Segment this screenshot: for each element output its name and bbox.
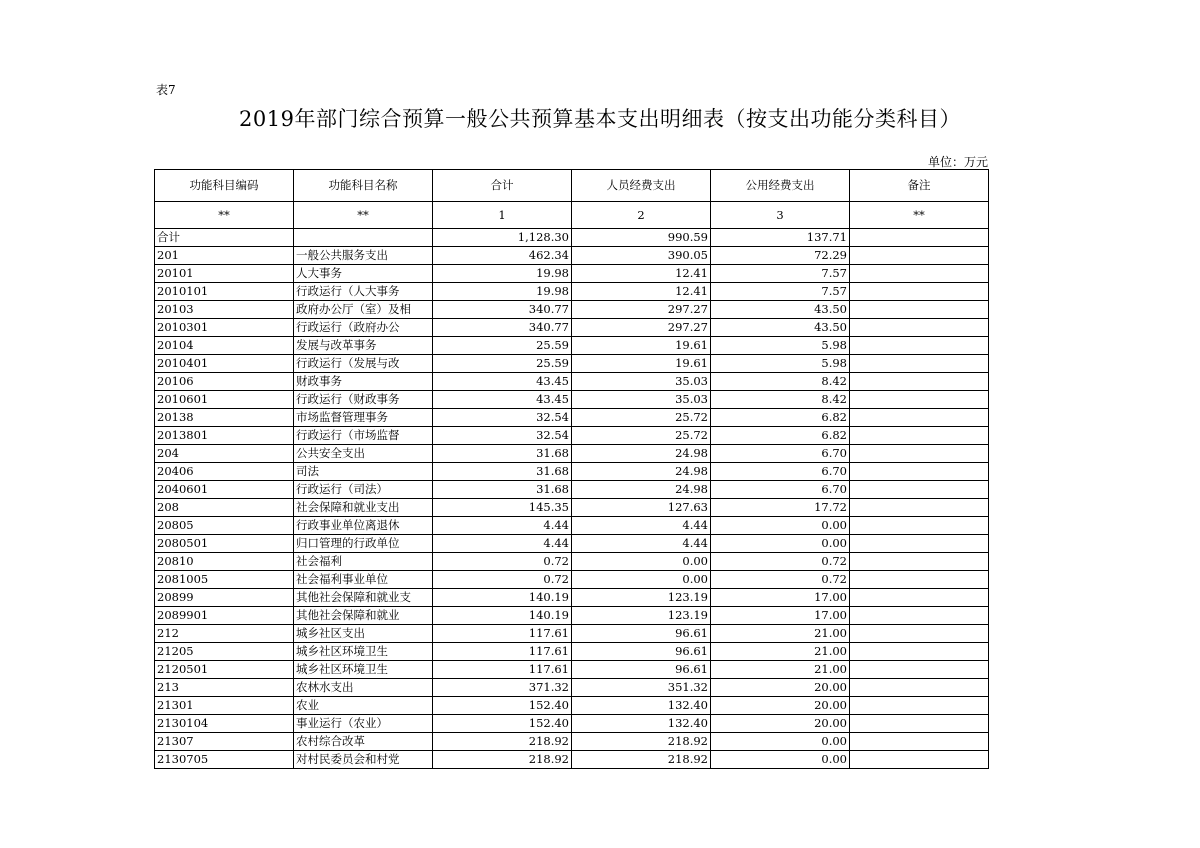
- row-code: 20101: [155, 265, 294, 283]
- index-cell: **: [155, 202, 294, 229]
- row-name: 城乡社区环境卫生: [294, 661, 433, 679]
- row-personnel: 24.98: [572, 463, 711, 481]
- row-public: 21.00: [711, 625, 850, 643]
- table-row: [155, 751, 989, 769]
- row-note: [850, 733, 989, 751]
- row-code: 20138: [155, 409, 294, 427]
- table-row: [155, 733, 989, 751]
- row-note: [850, 661, 989, 679]
- row-public: 7.57: [711, 265, 850, 283]
- row-personnel: 35.03: [572, 391, 711, 409]
- table-row: [155, 607, 989, 625]
- row-public: 0.72: [711, 571, 850, 589]
- table-row: [155, 337, 989, 355]
- row-personnel: 19.61: [572, 337, 711, 355]
- row-code: 20899: [155, 589, 294, 607]
- row-note: [850, 751, 989, 769]
- table-row: [155, 679, 989, 697]
- row-note: [850, 355, 989, 373]
- row-public: 6.70: [711, 481, 850, 499]
- row-personnel: 297.27: [572, 319, 711, 337]
- table-row: [155, 265, 989, 283]
- row-public: 6.82: [711, 409, 850, 427]
- row-public: 0.72: [711, 553, 850, 571]
- header-note: 备注: [850, 170, 989, 202]
- row-name: 社会福利事业单位: [294, 571, 433, 589]
- table-row: [155, 301, 989, 319]
- row-note: [850, 229, 989, 247]
- row-personnel: 0.00: [572, 553, 711, 571]
- row-name: 其他社会保障和就业支: [294, 589, 433, 607]
- row-name: 行政运行（司法）: [294, 481, 433, 499]
- row-total: 4.44: [433, 535, 572, 553]
- row-code: 2080501: [155, 535, 294, 553]
- row-personnel: 123.19: [572, 607, 711, 625]
- row-total: 462.34: [433, 247, 572, 265]
- row-public: 0.00: [711, 751, 850, 769]
- header-total: 合计: [433, 170, 572, 202]
- row-personnel: 0.00: [572, 571, 711, 589]
- row-code: 2040601: [155, 481, 294, 499]
- row-public: 20.00: [711, 715, 850, 733]
- row-personnel: 132.40: [572, 715, 711, 733]
- row-personnel: 218.92: [572, 751, 711, 769]
- row-code: 208: [155, 499, 294, 517]
- row-public: 137.71: [711, 229, 850, 247]
- row-code: 合计: [155, 229, 294, 247]
- index-row: [155, 202, 989, 229]
- row-code: 20805: [155, 517, 294, 535]
- row-note: [850, 283, 989, 301]
- row-total: 43.45: [433, 373, 572, 391]
- row-name: 市场监督管理事务: [294, 409, 433, 427]
- table-number: 表7: [156, 83, 176, 97]
- row-note: [850, 535, 989, 553]
- table-row: [155, 715, 989, 733]
- row-code: 2130705: [155, 751, 294, 769]
- row-name: 农村综合改革: [294, 733, 433, 751]
- row-total: 25.59: [433, 355, 572, 373]
- row-note: [850, 715, 989, 733]
- row-public: 6.82: [711, 427, 850, 445]
- row-total: 340.77: [433, 301, 572, 319]
- row-name: 司法: [294, 463, 433, 481]
- table-row: [155, 571, 989, 589]
- row-public: 20.00: [711, 697, 850, 715]
- table-row: [155, 391, 989, 409]
- row-code: 20104: [155, 337, 294, 355]
- row-personnel: 19.61: [572, 355, 711, 373]
- header-name: 功能科目名称: [294, 170, 433, 202]
- header-code: 功能科目编码: [155, 170, 294, 202]
- row-total: 145.35: [433, 499, 572, 517]
- row-note: [850, 373, 989, 391]
- header-public: 公用经费支出: [711, 170, 850, 202]
- row-total: 117.61: [433, 643, 572, 661]
- table-row: [155, 625, 989, 643]
- row-name: 政府办公厅（室）及相: [294, 301, 433, 319]
- row-code: 204: [155, 445, 294, 463]
- row-public: 6.70: [711, 445, 850, 463]
- row-public: 43.50: [711, 301, 850, 319]
- row-public: 43.50: [711, 319, 850, 337]
- row-personnel: 127.63: [572, 499, 711, 517]
- row-code: 2120501: [155, 661, 294, 679]
- table-row: [155, 373, 989, 391]
- row-total: 31.68: [433, 445, 572, 463]
- row-public: 7.57: [711, 283, 850, 301]
- table-row: [155, 697, 989, 715]
- row-total: 1,128.30: [433, 229, 572, 247]
- row-note: [850, 553, 989, 571]
- row-name: 事业运行（农业）: [294, 715, 433, 733]
- table-row: [155, 283, 989, 301]
- row-code: 2010301: [155, 319, 294, 337]
- row-name: 行政运行（市场监督: [294, 427, 433, 445]
- index-cell: **: [294, 202, 433, 229]
- index-cell: **: [850, 202, 989, 229]
- row-total: 19.98: [433, 283, 572, 301]
- row-note: [850, 301, 989, 319]
- row-code: 2010601: [155, 391, 294, 409]
- row-note: [850, 409, 989, 427]
- row-total: 32.54: [433, 427, 572, 445]
- row-personnel: 123.19: [572, 589, 711, 607]
- table-row: [155, 589, 989, 607]
- table-row: [155, 517, 989, 535]
- row-note: [850, 697, 989, 715]
- row-total: 371.32: [433, 679, 572, 697]
- row-code: 21205: [155, 643, 294, 661]
- row-personnel: 96.61: [572, 661, 711, 679]
- index-cell: 1: [433, 202, 572, 229]
- row-code: 2130104: [155, 715, 294, 733]
- row-total: 25.59: [433, 337, 572, 355]
- row-personnel: 4.44: [572, 535, 711, 553]
- row-name: 农业: [294, 697, 433, 715]
- row-personnel: 351.32: [572, 679, 711, 697]
- row-note: [850, 265, 989, 283]
- row-note: [850, 247, 989, 265]
- row-personnel: 297.27: [572, 301, 711, 319]
- row-public: 8.42: [711, 373, 850, 391]
- row-note: [850, 679, 989, 697]
- table-row: [155, 499, 989, 517]
- row-personnel: 390.05: [572, 247, 711, 265]
- row-note: [850, 463, 989, 481]
- row-note: [850, 517, 989, 535]
- row-personnel: 96.61: [572, 625, 711, 643]
- row-public: 72.29: [711, 247, 850, 265]
- row-personnel: 24.98: [572, 445, 711, 463]
- row-total: 140.19: [433, 589, 572, 607]
- table-row: [155, 553, 989, 571]
- document-title: 2019年部门综合预算一般公共预算基本支出明细表（按支出功能分类科目）: [239, 107, 961, 131]
- table-row: [155, 319, 989, 337]
- row-code: 2010401: [155, 355, 294, 373]
- header-personnel: 人员经费支出: [572, 170, 711, 202]
- row-name: 行政运行（人大事务: [294, 283, 433, 301]
- row-code: 2010101: [155, 283, 294, 301]
- row-code: 212: [155, 625, 294, 643]
- row-name: 城乡社区环境卫生: [294, 643, 433, 661]
- row-code: 2081005: [155, 571, 294, 589]
- row-total: 4.44: [433, 517, 572, 535]
- row-personnel: 218.92: [572, 733, 711, 751]
- row-code: 201: [155, 247, 294, 265]
- row-name: 发展与改革事务: [294, 337, 433, 355]
- row-personnel: 12.41: [572, 283, 711, 301]
- row-public: 8.42: [711, 391, 850, 409]
- row-name: 公共安全支出: [294, 445, 433, 463]
- row-code: 20810: [155, 553, 294, 571]
- table-row: [155, 409, 989, 427]
- row-name: 其他社会保障和就业: [294, 607, 433, 625]
- row-note: [850, 571, 989, 589]
- row-code: 20103: [155, 301, 294, 319]
- row-note: [850, 337, 989, 355]
- row-personnel: 96.61: [572, 643, 711, 661]
- row-total: 43.45: [433, 391, 572, 409]
- row-personnel: 35.03: [572, 373, 711, 391]
- row-code: 20406: [155, 463, 294, 481]
- row-total: 152.40: [433, 715, 572, 733]
- row-public: 0.00: [711, 535, 850, 553]
- row-public: 0.00: [711, 733, 850, 751]
- row-public: 6.70: [711, 463, 850, 481]
- row-code: 21307: [155, 733, 294, 751]
- row-personnel: 25.72: [572, 427, 711, 445]
- index-cell: 2: [572, 202, 711, 229]
- row-total: 31.68: [433, 463, 572, 481]
- row-total: 152.40: [433, 697, 572, 715]
- row-public: 17.00: [711, 607, 850, 625]
- row-personnel: 990.59: [572, 229, 711, 247]
- table-row: [155, 229, 989, 247]
- row-name: 农林水支出: [294, 679, 433, 697]
- row-personnel: 25.72: [572, 409, 711, 427]
- row-public: 21.00: [711, 661, 850, 679]
- row-public: 21.00: [711, 643, 850, 661]
- row-total: 340.77: [433, 319, 572, 337]
- row-note: [850, 445, 989, 463]
- row-public: 17.72: [711, 499, 850, 517]
- row-name: 社会福利: [294, 553, 433, 571]
- row-public: 5.98: [711, 337, 850, 355]
- row-note: [850, 319, 989, 337]
- unit-label: 单位：万元: [927, 155, 988, 169]
- row-total: 0.72: [433, 571, 572, 589]
- row-note: [850, 607, 989, 625]
- row-code: 213: [155, 679, 294, 697]
- table-row: [155, 463, 989, 481]
- table-row: [155, 445, 989, 463]
- row-name: 行政运行（发展与改: [294, 355, 433, 373]
- row-total: 117.61: [433, 625, 572, 643]
- row-total: 218.92: [433, 751, 572, 769]
- row-public: 5.98: [711, 355, 850, 373]
- row-name: 行政运行（政府办公: [294, 319, 433, 337]
- row-total: 19.98: [433, 265, 572, 283]
- row-name: 对村民委员会和村党: [294, 751, 433, 769]
- row-total: 31.68: [433, 481, 572, 499]
- row-personnel: 132.40: [572, 697, 711, 715]
- row-public: 0.00: [711, 517, 850, 535]
- row-code: 20106: [155, 373, 294, 391]
- row-personnel: 4.44: [572, 517, 711, 535]
- row-code: 21301: [155, 697, 294, 715]
- table-row: [155, 247, 989, 265]
- table-row: [155, 481, 989, 499]
- row-personnel: 12.41: [572, 265, 711, 283]
- row-name: 行政事业单位离退休: [294, 517, 433, 535]
- header-row: [155, 170, 989, 202]
- row-name: 人大事务: [294, 265, 433, 283]
- row-note: [850, 625, 989, 643]
- index-cell: 3: [711, 202, 850, 229]
- row-name: 城乡社区支出: [294, 625, 433, 643]
- row-note: [850, 481, 989, 499]
- budget-table: [154, 169, 989, 769]
- row-personnel: 24.98: [572, 481, 711, 499]
- row-name: 行政运行（财政事务: [294, 391, 433, 409]
- row-name: 社会保障和就业支出: [294, 499, 433, 517]
- row-total: 0.72: [433, 553, 572, 571]
- row-code: 2013801: [155, 427, 294, 445]
- row-note: [850, 643, 989, 661]
- row-note: [850, 427, 989, 445]
- table-row: [155, 355, 989, 373]
- row-name: 财政事务: [294, 373, 433, 391]
- row-public: 20.00: [711, 679, 850, 697]
- row-note: [850, 499, 989, 517]
- table-row: [155, 643, 989, 661]
- row-total: 218.92: [433, 733, 572, 751]
- row-code: 2089901: [155, 607, 294, 625]
- row-name: 归口管理的行政单位: [294, 535, 433, 553]
- table-row: [155, 661, 989, 679]
- table-row: [155, 535, 989, 553]
- row-note: [850, 391, 989, 409]
- row-name: [294, 229, 433, 247]
- table-row: [155, 427, 989, 445]
- row-name: 一般公共服务支出: [294, 247, 433, 265]
- row-total: 140.19: [433, 607, 572, 625]
- row-public: 17.00: [711, 589, 850, 607]
- row-note: [850, 589, 989, 607]
- row-total: 117.61: [433, 661, 572, 679]
- row-total: 32.54: [433, 409, 572, 427]
